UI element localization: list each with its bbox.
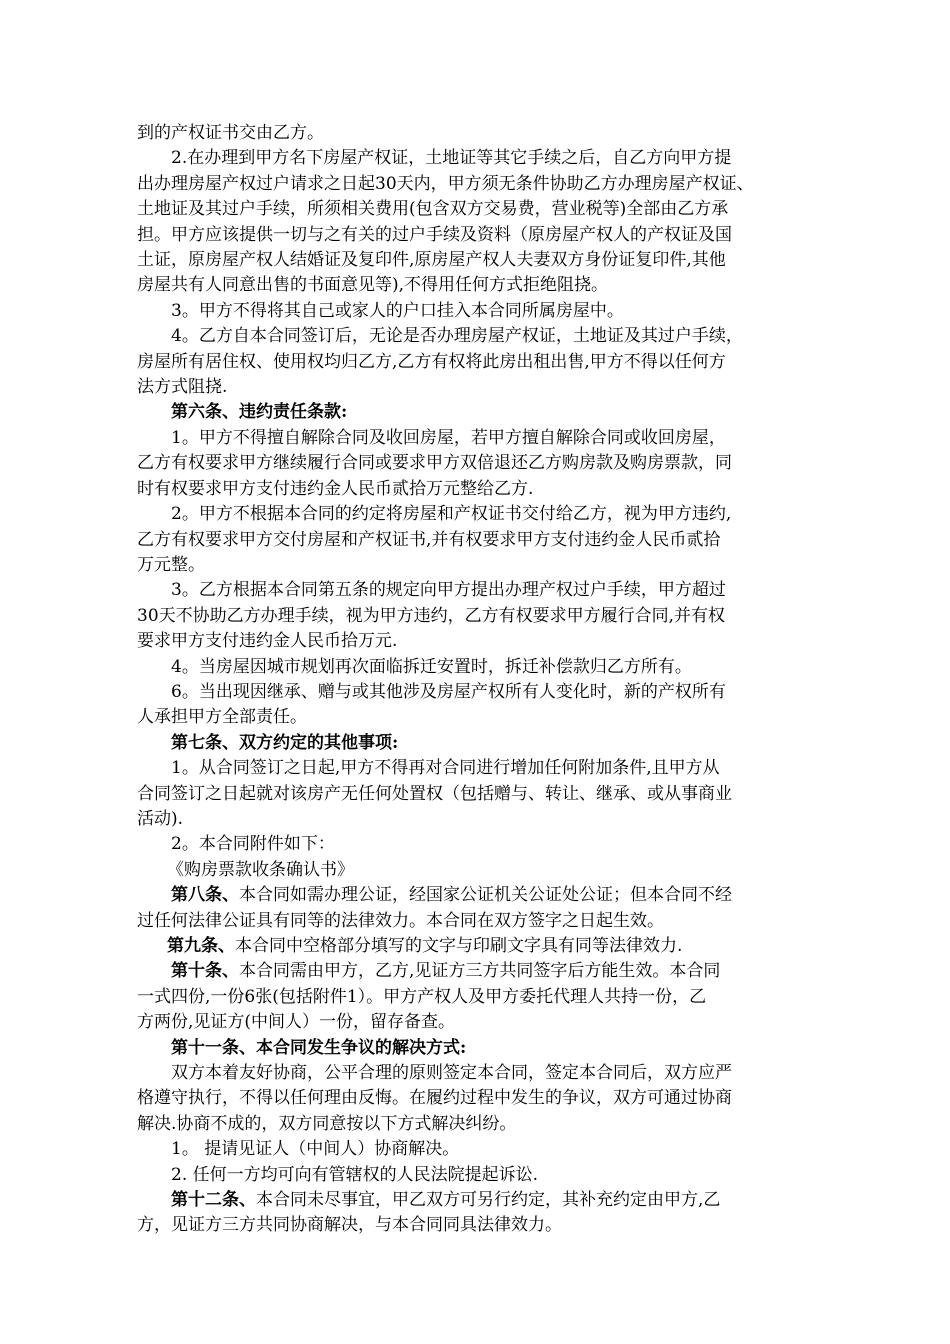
paragraph: 3。甲方不得将其自己或家人的户口挂入本合同所属房屋中。 bbox=[171, 300, 624, 321]
paragraph: 1。从合同签订之日起,甲方不得再对合同进行增加任何附加条件,且甲方从 合同签订之日起就对该房产无任何处置权（包括赠与、转让、继承、或从事商业 活动). bbox=[137, 758, 732, 829]
paragraph: 3。乙方根据本合同第五条的规定向甲方提出办理产权过户手续，甲方超过 30天不协助乙方办理手续，视为甲方违约，乙方有权要求甲方履行合同,并有权 要求甲方支付违约金人民币拾万元. bbox=[137, 580, 726, 652]
clause-text: 本合同未尽事宜，甲乙双方可另行约定，其补充约定由甲方,乙 方，见证方三方共同协商解决，与本合同同具法律效力。 bbox=[137, 1190, 721, 1236]
section-heading: 第七条、双方约定的其他事项: bbox=[171, 732, 399, 753]
paragraph: 到的产权证书交由乙方。 bbox=[137, 123, 324, 143]
paragraph: 1。 提请见证人（中间人）协商解决。 bbox=[171, 1139, 460, 1160]
clause-text: 本合同中空格部分填写的文字与印刷文字具有同等法律效力. bbox=[235, 936, 683, 956]
clause-lead: 第八条、 bbox=[171, 885, 239, 906]
paragraph: 双方本着友好协商，公平合理的原则签定本合同，签定本合同后，双方应严 格遵守执行，不得以任何理由反悔。在履约过程中发生的争议，双方可通过协商 解决.协商不成的，双方同意按以下方式解决纠纷。 bbox=[137, 1063, 732, 1134]
paragraph bbox=[137, 1188, 815, 1239]
paragraph: 2.在办理到甲方名下房屋产权证，土地证等其它手续之后，自乙方向甲方提 出办理房屋产权过户请求之日起30天内，甲方须无条件协助乙方办理房屋产权证、 土地证及其过户手续，所须相关费用(包含双方交易费，营业税等)全部由乙方承 担。甲方应该提供一切与之有关的过户手续及资料（原房屋产权人的产权证及国 土证，原房屋产权人结婚证及复印件,原房屋产权人夫妻双方身份证复印件,其他 房屋共有人同意出售的书面意见等),不得用任何方式拒绝阻挠。 bbox=[137, 148, 754, 296]
paragraph: 6。当出现因继承、赠与或其他涉及房屋产权所有人变化时，新的产权所有 人承担甲方全部责任。 bbox=[137, 681, 726, 728]
section-heading: 第十一条、本合同发生争议的解决方式: bbox=[171, 1037, 467, 1058]
paragraph: 2. 任何一方均可向有管辖权的人民法院提起诉讼. bbox=[171, 1164, 539, 1185]
paragraph: 1。甲方不得擅自解除合同及收回房屋，若甲方擅自解除合同或收回房屋， 乙方有权要求甲方继续履行合同或要求甲方双倍退还乙方购房款及购房票款，同 时有权要求甲方支付违约金人民币贰拾万元整给乙方. bbox=[137, 427, 732, 499]
clause-text: 本合同需由甲方，乙方,见证方三方共同签字后方能生效。本合同 一式四份,一份6张(包括附件1）。甲方产权人及甲方委托代理人共持一份，乙 方两份,见证方(中间人）一份，留存备查。 bbox=[137, 961, 721, 1033]
paragraph bbox=[137, 883, 815, 934]
paragraph: 《购房票款收条确认书》 bbox=[167, 859, 354, 880]
clause-lead: 第九条、 bbox=[167, 936, 235, 956]
paragraph: 2。甲方不根据本合同的约定将房屋和产权证书交付给乙方，视为甲方违约, 乙方有权要求甲方交付房屋和产权证书,并有权要求甲方支付违约金人民币贰拾 万元整。 bbox=[137, 504, 732, 575]
paragraph: 4。当房屋因城市规划再次面临拆迁安置时，拆迁补偿款归乙方所有。 bbox=[171, 656, 692, 677]
clause-lead: 第十二条、 bbox=[171, 1190, 256, 1211]
contract-page bbox=[137, 121, 815, 1239]
paragraph bbox=[137, 959, 815, 1035]
clause-lead: 第十条、 bbox=[171, 961, 239, 982]
clause-text: 本合同如需办理公证，经国家公证机关公证处公证；但本合同不经 过任何法律公证具有同等的法律效力。本合同在双方签字之日起生效。 bbox=[137, 885, 732, 931]
section-heading: 第六条、违约责任条款: bbox=[171, 402, 348, 423]
paragraph bbox=[137, 934, 815, 959]
paragraph: 2。本合同附件如下： bbox=[171, 834, 335, 855]
paragraph: 4。乙方自本合同签订后，无论是否办理房屋产权证，土地证及其过户手续， 房屋所有居住权、使用权均归乙方,乙方有权将此房出租出售,甲方不得以任何方 法方式阻挠. bbox=[137, 326, 743, 398]
